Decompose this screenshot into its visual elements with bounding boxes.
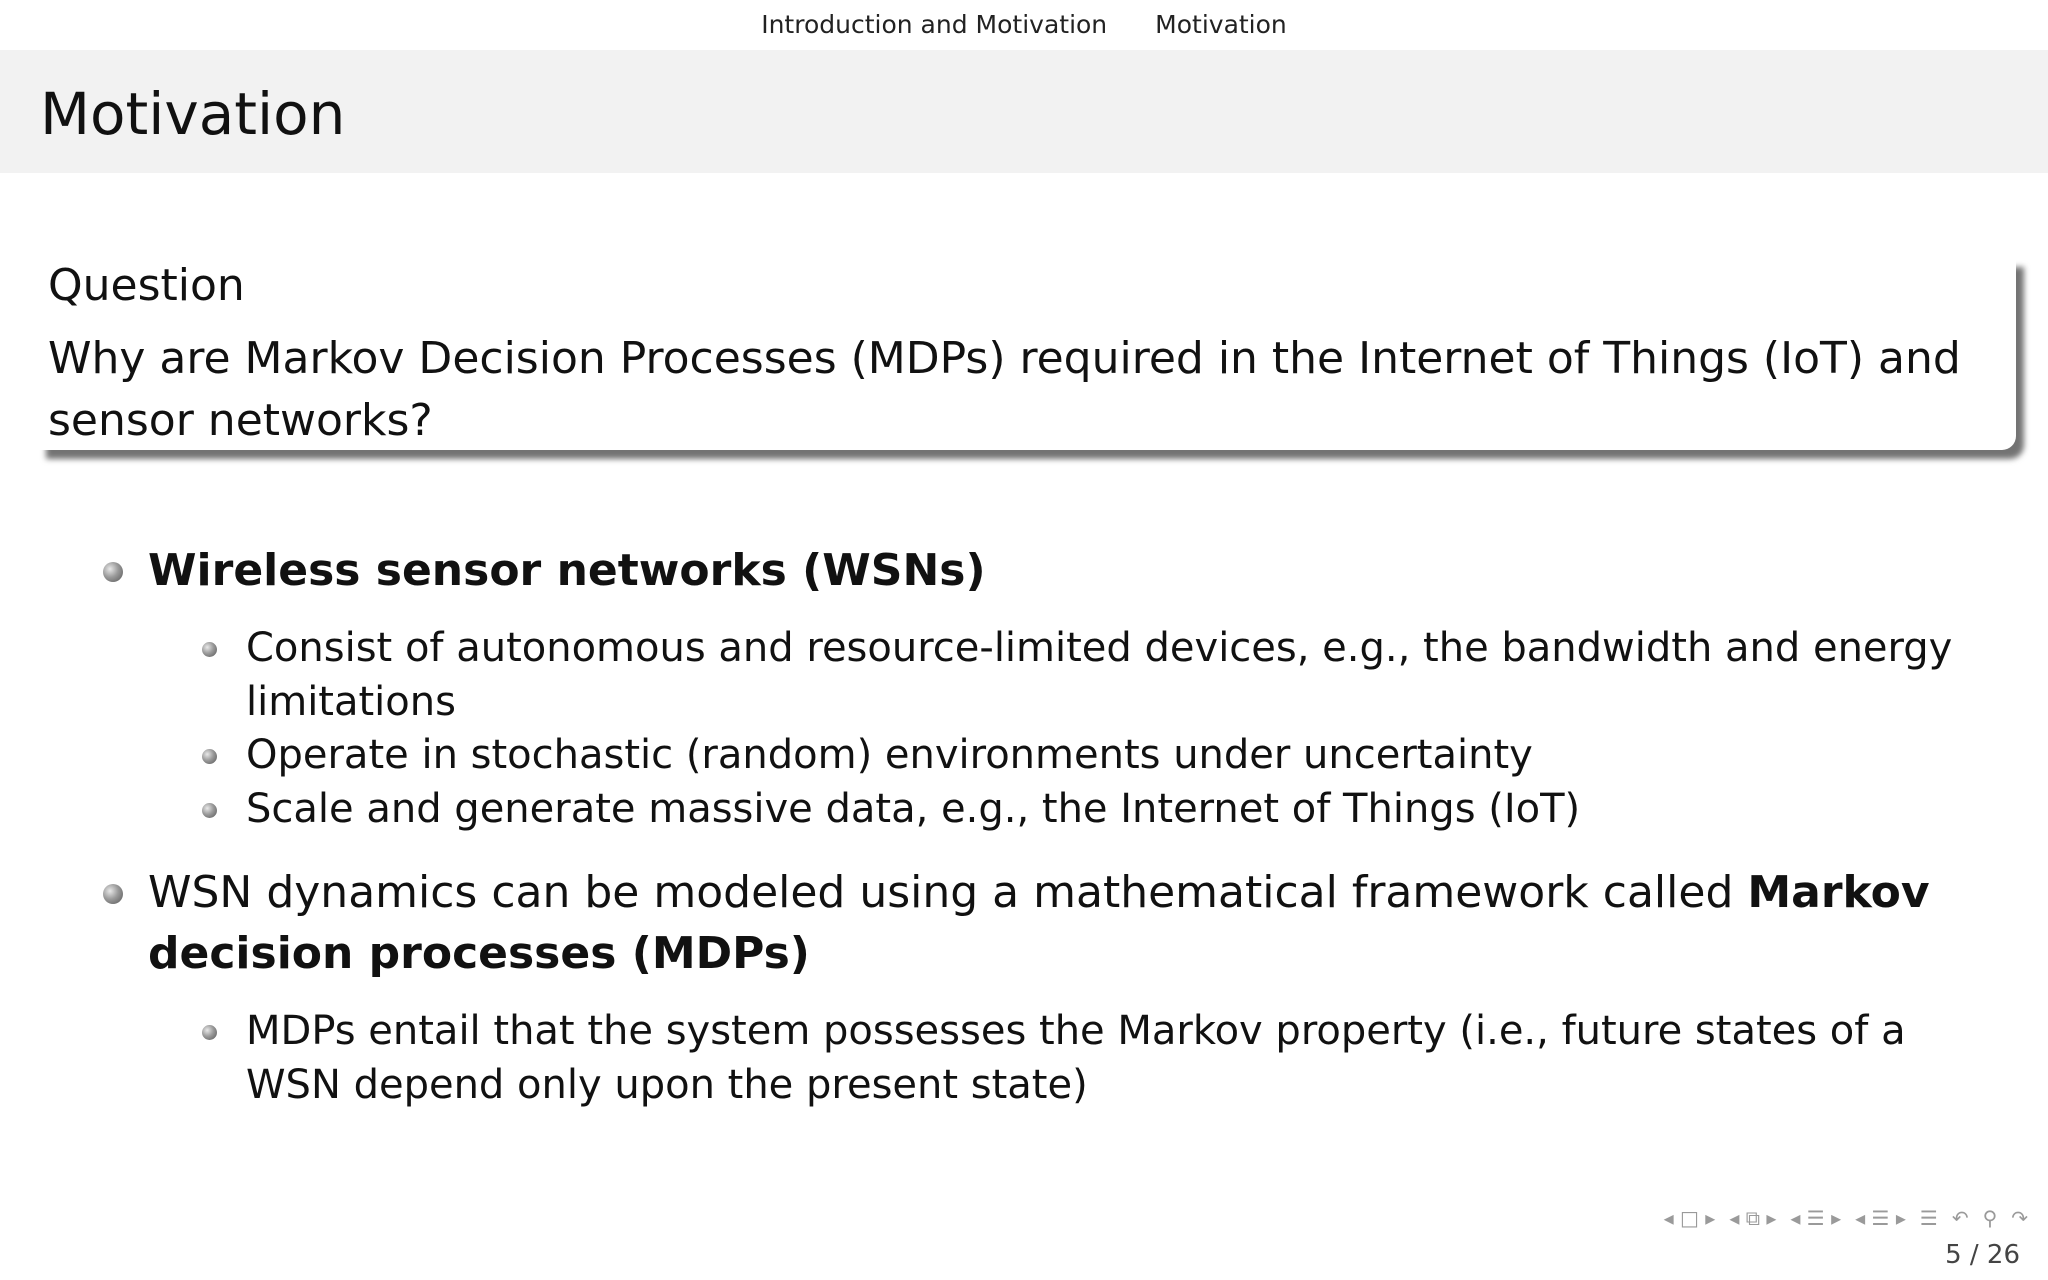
headline <box>0 0 2048 48</box>
nav-search-icon[interactable]: ⚲ <box>1982 1206 1998 1230</box>
nav-subsection-icon[interactable]: ◂ ⧉ ▸ <box>1729 1206 1777 1230</box>
headline-section[interactable]: Introduction and Motivation <box>761 9 1108 39</box>
nav-align-icon[interactable]: ☰ <box>1919 1206 1938 1230</box>
headline-subsection[interactable]: Motivation <box>1155 9 1287 39</box>
list-item-mdp-text: WSN dynamics can be modeled using a mathematical framework called <box>148 867 1748 918</box>
sub-bullet-icon <box>202 642 217 657</box>
page-number: 5 / 26 <box>1945 1240 2020 1270</box>
list-item-wsn-bold: Wireless sensor networks (WSNs) <box>148 545 986 596</box>
frame-title: Motivation <box>40 80 346 148</box>
sub-bullet-icon <box>202 1025 217 1040</box>
nav-back-icon[interactable]: ↶ <box>1951 1206 1969 1230</box>
list-item-mdp <box>148 862 2018 984</box>
nav-doc-icon[interactable]: ◂ ☰ ▸ <box>1855 1206 1906 1230</box>
question-block-body: Why are Markov Decision Processes (MDPs) required in the Internet of Things (IoT) and sensor networks? <box>48 333 1961 446</box>
frame-title-bar <box>0 50 2048 173</box>
sub-list-item: MDPs entail that the system possesses the Markov property (i.e., future states of a WSN depend only upon the present state) <box>246 1008 1906 1108</box>
sub-list-item: Consist of autonomous and resource-limited devices, e.g., the bandwidth and energy limitations <box>246 625 1953 725</box>
nav-frame-icon[interactable]: ◂ □ ▸ <box>1663 1206 1716 1230</box>
beamer-navigation <box>1664 1206 2028 1230</box>
sub-list-item: Scale and generate massive data, e.g., the Internet of Things (IoT) <box>246 786 1581 832</box>
list-item-wsn <box>148 540 2018 601</box>
sub-bullet-icon <box>202 749 217 764</box>
sub-bullet-icon <box>202 803 217 818</box>
sub-list-item: Operate in stochastic (random) environments under uncertainty <box>246 732 1533 778</box>
question-block-title: Question <box>48 260 245 311</box>
list-item-mdp-bold: Markov decision processes (MDPs) <box>148 867 1930 979</box>
bullet-icon <box>103 562 123 582</box>
bullet-icon <box>103 884 123 904</box>
nav-forward-icon[interactable]: ↷ <box>2011 1206 2028 1230</box>
nav-section-icon[interactable]: ◂ ☰ ▸ <box>1790 1206 1842 1230</box>
